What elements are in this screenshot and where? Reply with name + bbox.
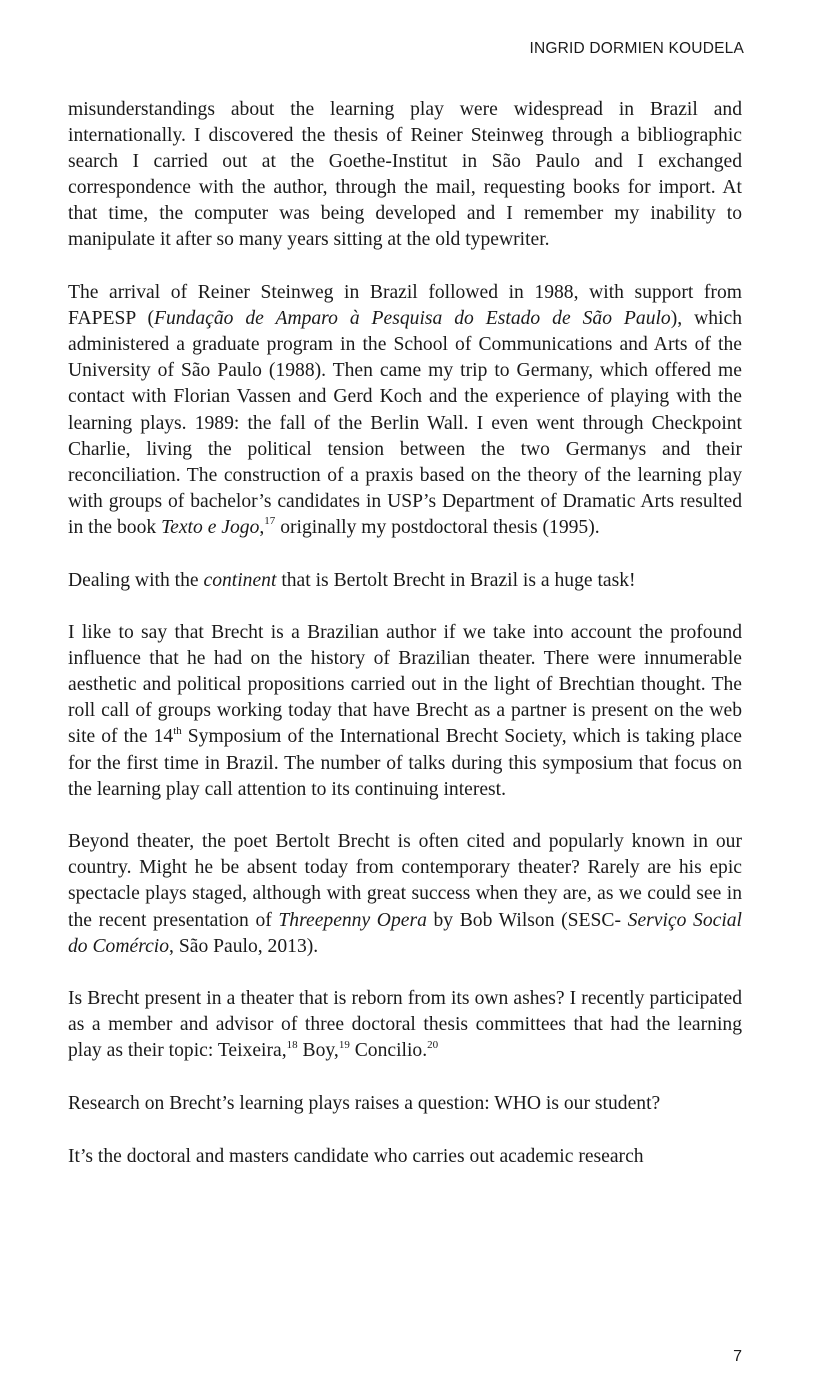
paragraph-5-sesc-name: Serviço Social do Comércio xyxy=(68,909,742,957)
paragraph-5-text-c: by Bob Wilson (SESC- xyxy=(426,909,628,931)
footnote-ref-20: 20 xyxy=(427,1038,439,1051)
paragraph-6-text-a: Is Brecht present in a theater that is reborn from its own ashes? I recently participated as a member and advisor of three doctoral thesis committees that had the learning play as their topic: Teixeira, xyxy=(68,988,742,1062)
paragraph-2-text-f: originally my postdoctoral thesis (1995). xyxy=(275,516,600,538)
paragraph-7: Research on Brecht’s learning plays raises a question: WHO is our student? xyxy=(68,1093,661,1114)
page-number: 7 xyxy=(733,1348,742,1365)
paragraph-4-text-a: I like to say that Brecht is a Brazilian author if we take into account the profound influence that he had on the history of Brazilian theater. There were innumerable aesthetic and political propositions carried out in the light of Brechtian thought. The roll call of groups working today that have Brecht as a partner is present on the web site of the 14 xyxy=(68,622,742,748)
paragraph-5-text-e: , São Paulo, 2013). xyxy=(169,935,319,957)
running-head: INGRID DORMIEN KOUDELA xyxy=(529,40,744,57)
paragraph-6 xyxy=(68,986,742,1064)
paragraph-4 xyxy=(68,620,742,803)
paragraph-3-text-c: that is Bertolt Brecht in Brazil is a huge task! xyxy=(276,569,636,591)
footnote-ref-18: 18 xyxy=(286,1038,298,1051)
paragraph-2-text-e: , xyxy=(259,516,265,538)
footnote-ref-17: 17 xyxy=(264,515,276,528)
paragraph-5 xyxy=(68,829,742,959)
paragraph-3-text-a: Dealing with the xyxy=(68,569,204,591)
paragraph-5-text-a: Beyond theater, the poet Bertolt Brecht is often cited and popularly known in our country. Might he be absent today from contemporary theater? Rarely are his epic spectacle plays staged, although with great success when they are, as we could see in the recent presentation of xyxy=(68,831,742,931)
footnote-ref-19: 19 xyxy=(338,1038,350,1051)
paragraph-6-text-b: Boy, xyxy=(297,1040,339,1062)
paragraph-2-book-title: Texto e Jogo xyxy=(161,516,260,538)
body-text xyxy=(68,97,742,1197)
paragraph-8: It’s the doctoral and masters candidate who carries out academic research xyxy=(68,1146,644,1168)
paragraph-4-text-b: Symposium of the International Brecht Society, which is taking place for the first time in Brazil. The number of talks during this symposium that focus on the learning play call attention to its continuing interest. xyxy=(68,726,742,800)
paragraph-2 xyxy=(68,280,742,541)
paragraph-5-opera-title: Threepenny Opera xyxy=(278,909,427,931)
ordinal-suffix: th xyxy=(173,724,182,737)
paragraph-6-text-c: Concilio. xyxy=(349,1040,428,1062)
paragraph-2-fapesp-name: Fundação de Amparo à Pesquisa do Estado de São Paulo xyxy=(154,308,671,330)
paragraph-3-emphasis: continent xyxy=(203,569,277,591)
paragraph-2-text-c: ), which administered a graduate program in the School of Communications and Arts of the University of São Paulo (1988). Then came my trip to Germany, which offered me contact with Florian Vassen and Gerd Koch and the experience of playing with the learning plays. 1989: the fall of the Berlin Wall. I even went through Checkpoint Charlie, living the political tension between the two Germanys and their reconciliation. The construction of a praxis based on the theory of the learning play with groups of bachelor’s candidates in USP’s Department of Dramatic Arts resulted in the book xyxy=(68,308,742,538)
paragraph-3 xyxy=(68,568,742,594)
paragraph-1: misunderstandings about the learning play were widespread in Brazil and internationally. I discovered the thesis of Reiner Steinweg through a bibliographic search I carried out at the Goethe-Institut in São Paulo and I exchanged correspondence with the author, through the mail, requesting books for import. At that time, the computer was being developed and I remember my inability to manipulate it after so many years sitting at the old typewriter. xyxy=(68,99,742,251)
paragraph-2-text-a: The arrival of Reiner Steinweg in Brazil followed in 1988, with support from FAPESP ( xyxy=(68,282,742,330)
